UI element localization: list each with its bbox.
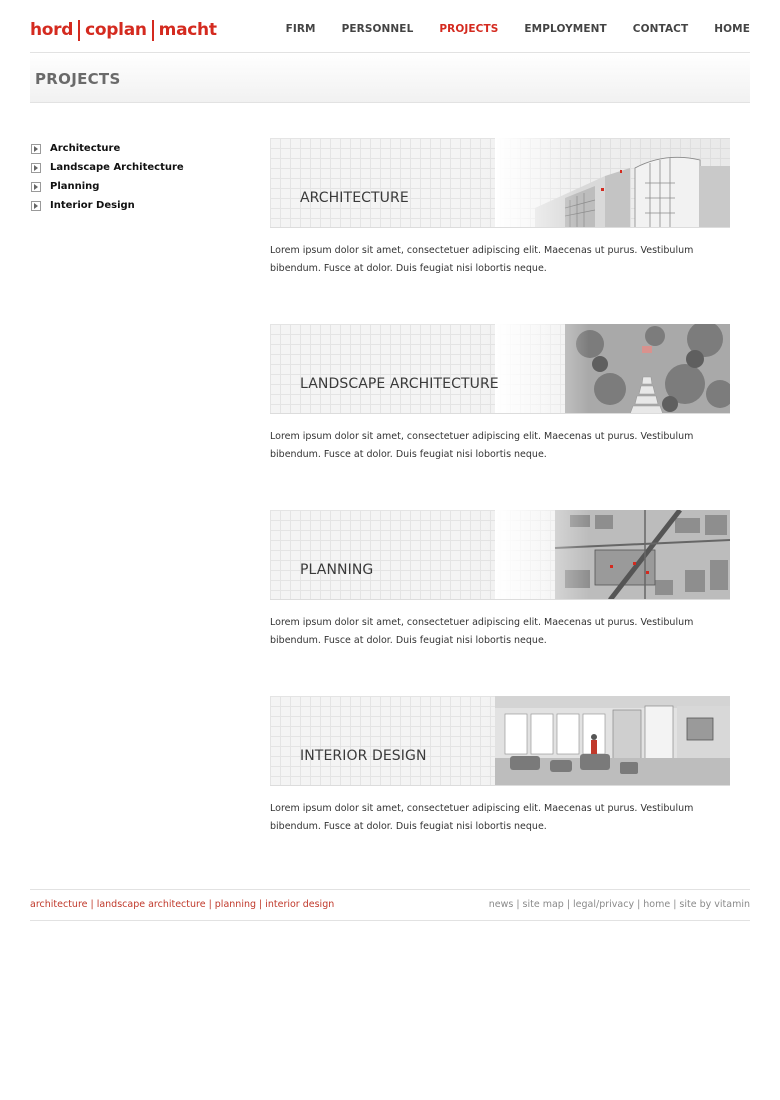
footer-link-legal-privacy[interactable]: legal/privacy: [573, 899, 635, 910]
logo[interactable]: [30, 18, 217, 42]
footer-separator: |: [208, 899, 212, 910]
project-description: Lorem ipsum dolor sit amet, consectetuer adipiscing elit. Maecenas ut purus. Vestibulum bibendum. Fusce at dolor. Duis feugiat nisi lobortis neque.: [270, 803, 694, 832]
sidebar-item-label: Planning: [50, 181, 100, 192]
logo-part-1: hord: [30, 20, 74, 40]
footer: [30, 889, 750, 921]
footer-link-news[interactable]: news: [488, 899, 514, 910]
page-title-band: [30, 52, 750, 103]
project-architecture: [270, 138, 730, 324]
footer-link-site-by-vitamin[interactable]: site by vitamin: [679, 899, 750, 910]
project-title: ARCHITECTURE: [300, 190, 409, 206]
footer-link-architecture[interactable]: architecture: [30, 899, 88, 910]
site-plan-illustration: [495, 510, 730, 600]
nav-projects[interactable]: PROJECTS: [439, 23, 499, 35]
footer-utility-links: [489, 899, 750, 910]
landscape-architecture-banner[interactable]: [270, 324, 730, 414]
nav-personnel[interactable]: PERSONNEL: [341, 23, 414, 35]
interior-design-banner[interactable]: [270, 696, 730, 786]
footer-separator: |: [259, 899, 263, 910]
page-title: PROJECTS: [35, 70, 121, 88]
nav-home[interactable]: HOME: [714, 23, 750, 35]
project-title: INTERIOR DESIGN: [300, 748, 427, 764]
top-navigation: [260, 23, 750, 35]
footer-separator: |: [516, 899, 520, 910]
project-description: Lorem ipsum dolor sit amet, consectetuer adipiscing elit. Maecenas ut purus. Vestibulum bibendum. Fusce at dolor. Duis feugiat nisi lobortis neque.: [270, 245, 694, 274]
project-planning: [270, 510, 730, 696]
nav-contact[interactable]: CONTACT: [632, 23, 689, 35]
nav-firm[interactable]: FIRM: [285, 23, 316, 35]
nav-employment[interactable]: EMPLOYMENT: [524, 23, 607, 35]
projects-list: [270, 138, 730, 882]
logo-part-2: coplan: [85, 20, 147, 40]
footer-link-landscape-architecture[interactable]: landscape architecture: [96, 899, 206, 910]
footer-separator: |: [566, 899, 571, 910]
sidebar-item-label: Landscape Architecture: [50, 162, 184, 173]
footer-link-home[interactable]: home: [643, 899, 671, 910]
sidebar-item-planning[interactable]: [30, 177, 230, 196]
logo-divider: [78, 20, 80, 41]
logo-divider: [152, 20, 154, 41]
sidebar-item-architecture[interactable]: [30, 139, 230, 158]
sidebar-item-label: Interior Design: [50, 200, 135, 211]
footer-separator: |: [637, 899, 641, 910]
planning-banner[interactable]: [270, 510, 730, 600]
project-title: LANDSCAPE ARCHITECTURE: [300, 376, 499, 392]
sidebar-item-landscape-architecture[interactable]: [30, 158, 230, 177]
arrow-right-icon: [31, 144, 41, 154]
building-illustration: [495, 138, 730, 228]
arrow-right-icon: [31, 201, 41, 211]
project-interior-design: [270, 696, 730, 882]
sidebar: [30, 139, 230, 215]
garden-steps-illustration: [495, 324, 730, 414]
arrow-right-icon: [31, 163, 41, 173]
interior-room-illustration: [495, 696, 730, 786]
footer-category-links: [30, 899, 334, 910]
architecture-banner[interactable]: [270, 138, 730, 228]
project-title: PLANNING: [300, 562, 374, 578]
project-description: Lorem ipsum dolor sit amet, consectetuer adipiscing elit. Maecenas ut purus. Vestibulum bibendum. Fusce at dolor. Duis feugiat nisi lobortis neque.: [270, 431, 694, 460]
sidebar-item-interior-design[interactable]: [30, 196, 230, 215]
footer-link-interior-design[interactable]: interior design: [265, 899, 335, 910]
footer-separator: |: [90, 899, 94, 910]
footer-link-planning[interactable]: planning: [214, 899, 257, 910]
project-description: Lorem ipsum dolor sit amet, consectetuer adipiscing elit. Maecenas ut purus. Vestibulum bibendum. Fusce at dolor. Duis feugiat nisi lobortis neque.: [270, 617, 694, 646]
sidebar-item-label: Architecture: [50, 143, 121, 154]
project-landscape-architecture: [270, 324, 730, 510]
logo-part-3: macht: [158, 20, 217, 40]
footer-link-site-map[interactable]: site map: [522, 899, 564, 910]
footer-separator: |: [673, 899, 677, 910]
arrow-right-icon: [31, 182, 41, 192]
